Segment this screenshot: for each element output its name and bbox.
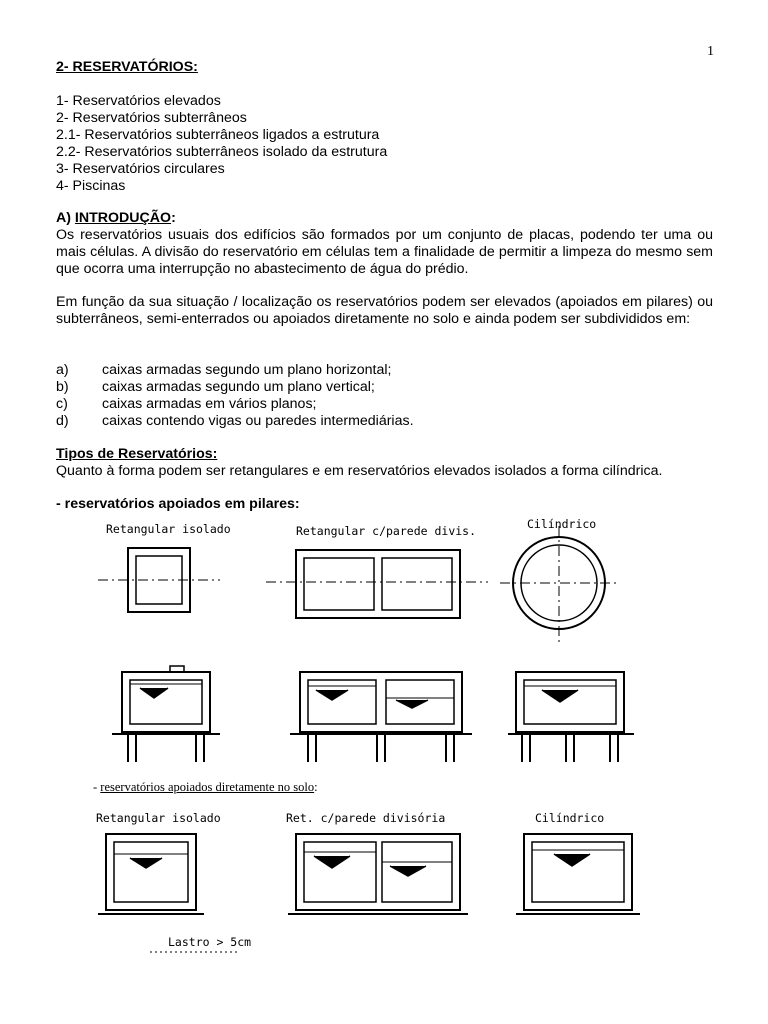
plan-cylindrical (500, 526, 620, 642)
intro-heading: A) INTRODUÇÃO: (56, 210, 176, 226)
outline-item: 2.1- Reservatórios subterrâneos ligados a estrutura (56, 127, 380, 143)
tipos-paragraph: Quanto à forma podem ser retangulares e em reservatórios elevados isolados a forma cilíndrica. (56, 463, 663, 479)
tipos-subheading: - reservatórios apoiados em pilares: (56, 496, 300, 512)
tipos-heading: Tipos de Reservatórios: (56, 446, 218, 462)
elevation-rectangular-divided (290, 672, 472, 762)
figure-label: Cilíndrico (535, 811, 605, 825)
page-number: 1 (707, 44, 714, 59)
plan-rectangular-isolated (98, 548, 220, 612)
elevation-rectangular-isolated (112, 666, 220, 762)
outline-list (56, 93, 713, 195)
outline-item: 1- Reservatórios elevados (56, 93, 221, 109)
outline-item: 2.2- Reservatórios subterrâneos isolado da estrutura (56, 144, 388, 160)
figure-caption: - reservatórios apoiados diretamente no solo: (93, 780, 318, 794)
figure-elevated-reservoirs (90, 512, 730, 764)
intro-paragraph-1: Os reservatórios usuais dos edifícios são formados por um conjunto de placas, podendo ter uma ou mais células. A divisão do reservatório em células tem a finalidade de permitir a limpeza do mesmo sem que ocorra uma interrupção no abastecimento de água do prédio. (56, 227, 713, 277)
elevation-cylindrical (508, 672, 634, 762)
intro-paragraph-2: Em função da sua situação / localização os reservatórios podem ser elevados (apoiados em pilares) ou subterrâneos, semi-enterrados ou apoiados diretamente no solo e ainda podem ser subdivididos em: (56, 294, 713, 327)
figure-label: Retangular isolado (96, 811, 221, 825)
figure-label: Ret. c/parede divisória (286, 811, 446, 825)
ground-rectangular-isolated (98, 834, 204, 914)
list-item: c) caixas armadas em vários planos; (56, 396, 317, 412)
list-item: d) caixas contendo vigas ou paredes intermediárias. (56, 413, 414, 429)
outline-item: 4- Piscinas (56, 178, 126, 194)
subdivision-list (56, 362, 713, 430)
outline-item: 2- Reservatórios subterrâneos (56, 110, 247, 126)
ground-cylindrical (516, 834, 640, 914)
outline-item: 3- Reservatórios circulares (56, 161, 225, 177)
list-item: a) caixas armadas segundo um plano horizontal; (56, 362, 392, 378)
figure-note: Lastro > 5cm (168, 935, 252, 949)
figure-ground-reservoirs (90, 774, 730, 974)
section-title: 2- RESERVATÓRIOS: (56, 59, 198, 75)
ground-rectangular-divided (288, 834, 468, 914)
figure-label: Retangular isolado (106, 522, 231, 536)
figure-label: Retangular c/parede divis. (296, 524, 477, 538)
figure-label: Cilíndrico (527, 517, 597, 531)
list-item: b) caixas armadas segundo um plano vertical; (56, 379, 375, 395)
plan-rectangular-divided (266, 550, 488, 618)
